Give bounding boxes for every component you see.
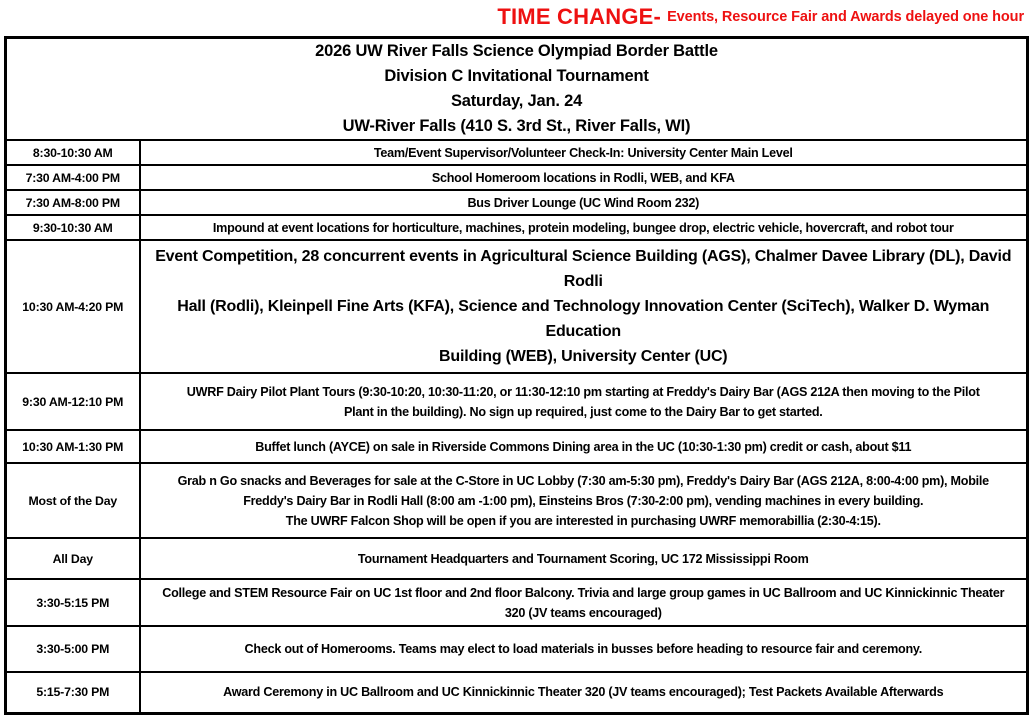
- row-description: [140, 240, 1028, 373]
- table-row: [6, 538, 1028, 579]
- description-line: Bus Driver Lounge (UC Wind Room 232): [467, 195, 700, 210]
- description-line: Team/Event Supervisor/Volunteer Check-In: University Center Main Level: [373, 145, 793, 160]
- tournament-title-block: [6, 38, 1028, 141]
- row-description: [140, 373, 1028, 430]
- table-row: [6, 140, 1028, 165]
- description-line: 320 (JV teams encouraged): [504, 605, 662, 620]
- time-change-heading: TIME CHANGE-: [497, 4, 662, 29]
- row-time-label: All Day: [6, 538, 140, 579]
- row-description: [140, 463, 1028, 538]
- table-row: [6, 463, 1028, 538]
- description-line: Event Competition, 28 concurrent events in Agricultural Science Building (AGS), Chalmer Davee Library (DL), David Rodli: [155, 248, 1012, 290]
- table-row: [6, 626, 1028, 672]
- row-description: [140, 538, 1028, 579]
- description-line: Buffet lunch (AYCE) on sale in Riverside Commons Dining area in the UC (10:30-1:30 pm) credit or cash, about $11: [255, 439, 912, 454]
- row-time-label: 7:30 AM-4:00 PM: [6, 165, 140, 190]
- row-time-label: 5:15-7:30 PM: [6, 672, 140, 713]
- table-row: [6, 190, 1028, 215]
- table-row: [6, 240, 1028, 373]
- row-time-label: 7:30 AM-8:00 PM: [6, 190, 140, 215]
- row-time-label: 9:30 AM-12:10 PM: [6, 373, 140, 430]
- row-description: [140, 215, 1028, 240]
- row-time-label: Most of the Day: [6, 463, 140, 538]
- description-line: College and STEM Resource Fair on UC 1st floor and 2nd floor Balcony. Trivia and large group games in UC Ballroom and UC Kinnickinnic Theater: [162, 585, 1005, 600]
- title-line-1: 2026 UW River Falls Science Olympiad Border Battle: [315, 42, 718, 60]
- description-line: The UWRF Falcon Shop will be open if you are interested in purchasing UWRF memorabillia (2:30-4:15).: [285, 513, 881, 528]
- description-line: Tournament Headquarters and Tournament Scoring, UC 172 Mississippi Room: [357, 551, 809, 566]
- schedule-table: [4, 36, 1029, 715]
- row-time-label: 10:30 AM-4:20 PM: [6, 240, 140, 373]
- description-line: Award Ceremony in UC Ballroom and UC Kinnickinnic Theater 320 (JV teams encouraged); Test Packets Available Afterwards: [223, 685, 944, 700]
- time-change-banner: [0, 0, 1030, 34]
- description-line: Plant in the building). No sign up required, just come to the Dairy Bar to get started.: [343, 404, 823, 419]
- title-line-2: Division C Invitational Tournament: [384, 67, 649, 85]
- description-line: Hall (Rodli), Kleinpell Fine Arts (KFA), Science and Technology Innovation Center (SciTech), Walker D. Wyman Education: [177, 298, 990, 340]
- description-line: UWRF Dairy Pilot Plant Tours (9:30-10:20, 10:30-11:20, or 11:30-12:10 pm starting at Freddy's Dairy Bar (AGS 212A then moving to the Pilot: [186, 384, 980, 399]
- row-description: [140, 430, 1028, 463]
- description-line: Building (WEB), University Center (UC): [439, 348, 728, 365]
- row-time-label: 9:30-10:30 AM: [6, 215, 140, 240]
- row-description: [140, 672, 1028, 713]
- row-time-label: 8:30-10:30 AM: [6, 140, 140, 165]
- row-description: [140, 165, 1028, 190]
- row-time-label: 3:30-5:15 PM: [6, 579, 140, 626]
- description-line: Check out of Homerooms. Teams may elect to load materials in busses before heading to resource fair and ceremony.: [244, 642, 922, 656]
- title-row: [6, 38, 1028, 141]
- table-row: [6, 373, 1028, 430]
- title-line-4: UW-River Falls (410 S. 3rd St., River Falls, WI): [342, 117, 691, 135]
- table-row: [6, 430, 1028, 463]
- time-change-detail: Events, Resource Fair and Awards delayed one hour: [667, 9, 1024, 25]
- row-description: [140, 626, 1028, 672]
- table-row: [6, 672, 1028, 713]
- schedule-table-body: [6, 38, 1028, 714]
- table-row: [6, 215, 1028, 240]
- table-row: [6, 579, 1028, 626]
- description-line: Freddy's Dairy Bar in Rodli Hall (8:00 am -1:00 pm), Einsteins Bros (7:30-2:00 pm), vending machines in every building.: [243, 493, 924, 508]
- row-time-label: 3:30-5:00 PM: [6, 626, 140, 672]
- description-line: School Homeroom locations in Rodli, WEB, and KFA: [431, 170, 735, 185]
- row-description: [140, 190, 1028, 215]
- row-description: [140, 140, 1028, 165]
- title-line-3: Saturday, Jan. 24: [450, 92, 583, 110]
- row-description: [140, 579, 1028, 626]
- description-line: Impound at event locations for horticulture, machines, protein modeling, bungee drop, electric vehicle, hovercraft, and robot tour: [212, 220, 954, 235]
- description-line: Grab n Go snacks and Beverages for sale at the C-Store in UC Lobby (7:30 am-5:30 pm), Freddy's Dairy Bar (AGS 212A, 8:00-4:00 pm), Mobile: [177, 473, 989, 488]
- row-time-label: 10:30 AM-1:30 PM: [6, 430, 140, 463]
- table-row: [6, 165, 1028, 190]
